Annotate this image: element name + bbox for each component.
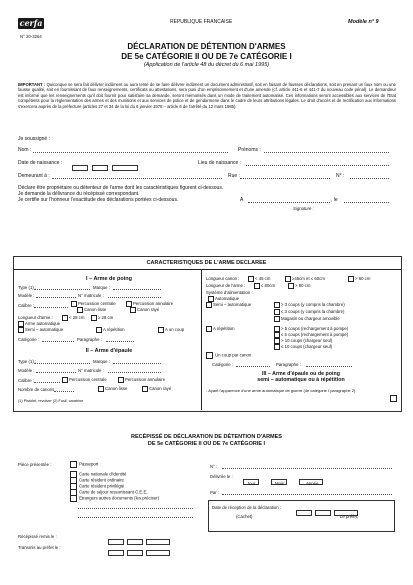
residence-field[interactable] <box>52 172 222 179</box>
cerfa-logo: cerfa <box>19 18 43 28</box>
longueur-arme-label: Longueur d'arme : <box>18 315 53 320</box>
resident-ord-option[interactable]: Carte résident ordinaire <box>70 477 124 484</box>
form-subtitle: (Application de l'article 48 du décret du 6 mai 1995) <box>143 62 270 68</box>
par-field[interactable] <box>222 489 392 495</box>
important-label: IMPORTANT : <box>18 82 46 87</box>
passeport-option[interactable]: Passeport <box>70 461 98 468</box>
un-coup-option[interactable]: A un coup <box>158 327 184 333</box>
perc-annulaire2-option[interactable]: Percussion annulaire <box>118 377 165 383</box>
republic-label: REPUBLIQUE FRANCAISE <box>170 19 233 25</box>
footnote: (1) Pistolet, revolver (2) Fusil, carabine <box>18 399 84 403</box>
mag-amov-option[interactable]: Magasin ou chargeur amovible <box>274 316 340 322</box>
semi2-option[interactable]: Semi – automatique <box>206 302 251 308</box>
perc-centrale2-option[interactable]: Percussion centrale <box>62 377 107 383</box>
section3-checkbox[interactable] <box>390 395 397 402</box>
transmis-label: Transmis au préfet le : <box>18 545 61 550</box>
le3-option[interactable]: ≤ 3 coups (y compris la chambre) <box>274 309 345 315</box>
repetition-option[interactable]: A répétition <box>96 327 125 333</box>
num-canons-label: Nombre de canons : <box>18 387 57 392</box>
model-number: Modèle n° 9 <box>348 19 379 25</box>
modele-field[interactable] <box>36 292 76 298</box>
modele2-field[interactable] <box>36 367 76 373</box>
lcanon-gt60-option[interactable]: > 60 cm <box>348 276 370 282</box>
rue-label: Rue : <box>228 173 240 179</box>
type2-field[interactable] <box>34 358 90 364</box>
receipt-num-field[interactable] <box>222 463 392 469</box>
section3-title-line1: III – Arme d'épaule ou de poing <box>262 371 340 377</box>
annee-label: Année <box>306 481 319 486</box>
automatique-option[interactable]: Automatique <box>208 296 239 302</box>
para2-label: Paragraphe : <box>276 362 301 367</box>
recepisse-label: Récépissé remis le : <box>18 534 57 539</box>
birth-place-field[interactable] <box>246 159 389 166</box>
important-text: Quiconque se sera fait délivrer indûment ou aura tenté de se faire délivrer indûment un document administratif, soit en faisant de fausses déclarations, soit en prenant un faux nom ou une fausse qualité, soit en fournissant de faux renseignements, certificats ou attestations, sera puni d'un emprisonnement et d'une amende (cf. article 441-6 et 441-7 du nouveau code pénal). Le demandeur est informé que les renseignements qu'il doit fournir pour satisfaire sa demande, seront mémorisés dans un mode de traitement automatisé. Ces informations seront accessibles aux services de l'Etat compétents pour la réglementation des armes et des munitions et aux services de police et de gendarmerie dans le cadre de leurs attributions légales. Le droit d'accès et de rectification aux informations s'exercera auprès de la préfecture (articles 27 et 34 de la loi du 6 janvier 1978 – article 6 de l'arrêté du 12 mars 1985). <box>18 82 396 109</box>
cni-option[interactable]: Carte nationale d'identité <box>70 471 126 478</box>
modele2-label: Modèle : <box>18 368 35 373</box>
par-label: Par : <box>210 490 220 495</box>
type-label: Type (1) : <box>18 285 37 290</box>
syst-alim-label: Système d'alimentation : <box>206 290 253 295</box>
rue-field[interactable] <box>240 172 330 179</box>
paragraphe-label: Paragraphe : <box>77 337 102 342</box>
important-notice <box>18 82 396 109</box>
date-reception-label: Date de réception de la déclaration : <box>212 505 282 510</box>
birth-date-label: Date de naissance : <box>18 160 63 166</box>
larme-gt80-option[interactable]: > 80 cm <box>288 283 310 289</box>
lt28-option[interactable]: < 28 cm <box>62 315 84 321</box>
signature-label: Signature : <box>293 206 314 211</box>
ge28-option[interactable]: ≥ 28 cm <box>91 315 113 321</box>
form-title-line2: DE 5e CATÉGORIE II OU DE 7e CATÉGORIE I <box>121 52 292 61</box>
paragraphe-field[interactable] <box>106 336 134 342</box>
gt5-option[interactable]: > 5 coups (rechargement à pompe) <box>274 326 348 332</box>
num-canons-field[interactable] <box>54 386 74 392</box>
calibre2-label: Calibre : <box>18 378 35 383</box>
declaration-line1: Déclare être propriétaire ou détenteur de l'arme dont les caractéristiques figurent ci-dessous. <box>18 185 224 191</box>
sejour-cee-option[interactable]: Carte de séjour ressortissant C.E.E. <box>70 489 148 496</box>
un-coup-canon-option[interactable]: Un coup par canon <box>206 352 251 359</box>
form-title-line1: DÉCLARATION DE DÉTENTION D'ARMES <box>127 42 286 51</box>
le5-option[interactable]: ≤ 5 coups (rechargement à pompe) <box>274 332 348 338</box>
lcanon-label: Longueur canon : <box>206 276 240 281</box>
place-field[interactable] <box>248 196 330 203</box>
matricule-label: N° matricule : <box>78 293 104 298</box>
resident-priv-option[interactable]: Carte résident privilégié <box>70 483 124 490</box>
calibre2-field[interactable] <box>34 377 60 383</box>
mois-label: Mois <box>275 481 285 486</box>
residence-label: Demeurant à : <box>18 173 50 179</box>
marque-field[interactable] <box>113 284 161 290</box>
prenoms-field[interactable] <box>264 146 389 153</box>
gt10-option[interactable]: > 10 coups (chargeur seul) <box>274 338 332 344</box>
modele-label: Modèle : <box>18 293 35 298</box>
pieces-label: Pièce présentée : <box>18 462 52 467</box>
receipt-num-label: N° : <box>210 464 218 469</box>
canon-raye-option[interactable]: Canon rayé <box>130 307 159 313</box>
lcanon-45-60-option[interactable]: ≥45cm et ≤ 60cm <box>285 276 325 282</box>
section-longarm-title: II – Arme d'épaule <box>85 348 133 354</box>
type-field[interactable] <box>34 284 90 290</box>
place-label: A <box>240 197 244 203</box>
receipt-title-line2: DE 5e CATÉGORIE II OU DE 7e CATÉGORIE I <box>147 441 266 447</box>
section3-title-line2: semi – automatique ou à répétition <box>257 377 345 383</box>
characteristics-divider <box>201 270 202 410</box>
perc-annulaire-option[interactable]: Percussion annulaire <box>126 301 173 307</box>
lcanon-lt45-option[interactable]: < 45 cm <box>248 276 270 282</box>
marque2-label: Marque : <box>93 359 110 364</box>
jour-label: Jour <box>247 481 256 486</box>
para2-field[interactable] <box>306 361 352 367</box>
matricule-field[interactable] <box>108 292 161 298</box>
canon-raye2-option[interactable]: Canon rayé <box>142 386 171 392</box>
marque-label: Marque : <box>93 285 110 290</box>
larme-le80-option[interactable]: ≤ 80cm <box>254 283 275 289</box>
declaration-line3: Je certifie sur l'honneur l'exactitude des déclarations portées ci-dessous. <box>18 197 179 203</box>
categorie-label: Catégorie : <box>18 337 40 342</box>
prefet-label: Le préfet, <box>340 514 359 519</box>
birth-place-label: Lieu de naissance : <box>198 160 242 166</box>
num-label: N° : <box>336 173 345 179</box>
characteristics-title-rule <box>13 269 401 270</box>
num-field[interactable] <box>350 172 389 179</box>
matricule2-field[interactable] <box>108 367 161 373</box>
date-reception-field[interactable] <box>296 504 358 522</box>
receipt-title-line1: RECÉPISSÉ DE DÉCLARATION DE DÉTENTION D'ARMES <box>131 434 282 440</box>
calibre-field[interactable] <box>34 302 68 308</box>
declaration-line2: Je demande la délivrance du récépissé correspondant. <box>18 191 140 197</box>
date-label: , le <box>331 197 338 203</box>
arme-auto-option[interactable]: Arme automatique <box>18 321 60 327</box>
sign-date-field[interactable] <box>344 196 389 203</box>
perc-centrale-option[interactable]: Percussion centrale <box>71 301 116 307</box>
canon-lisse-option[interactable]: Canon lisse <box>77 307 106 313</box>
le10-option[interactable]: ≤ 10 coups (chargeur seul) <box>274 344 332 350</box>
delivree-label: Délivrée le : <box>210 474 233 479</box>
larme-label: Longueur de l'arme : <box>206 283 246 288</box>
etrangers-field1[interactable] <box>78 503 193 509</box>
nom-label: Nom : <box>18 147 32 153</box>
nom-field[interactable] <box>33 146 228 153</box>
characteristics-title: CARACTERISTIQUES DE L'ARME DECLAREE <box>146 260 267 266</box>
etrangers-option[interactable]: Etrangers autres documents (les préciser) <box>70 495 159 502</box>
matricule2-label: N° matricule : <box>78 368 104 373</box>
marque2-field[interactable] <box>113 358 161 364</box>
canon-lisse2-option[interactable]: Canon lisse <box>98 386 127 392</box>
section-handgun-title: I – Arme de poing <box>86 276 132 282</box>
transmis-date-field[interactable] <box>108 544 170 562</box>
calibre-label: Calibre : <box>18 303 35 308</box>
cat2-label: Catégorie : <box>212 362 234 367</box>
repet2-option[interactable]: A répétition <box>206 326 235 332</box>
type2-label: Type (1) : <box>18 359 37 364</box>
prenoms-label: Prénoms : <box>238 147 261 153</box>
cat2-field[interactable] <box>236 361 270 367</box>
semi-auto-option[interactable]: Semi – automatique <box>18 327 63 333</box>
section3-note: - Ayant l'apparence d'une arme automatique de guerre (4e catégorie I paragraphe 2) <box>206 388 356 393</box>
cachet-label: (Cachet) <box>236 514 253 519</box>
form-number: N° 20-3264 <box>20 34 42 39</box>
undersigned-label: Je soussigné : <box>18 136 50 142</box>
categorie-field[interactable] <box>42 336 74 342</box>
etrangers-field2[interactable] <box>78 512 193 518</box>
gt3-option[interactable]: > 3 coups (y compris la chambre) <box>274 302 345 308</box>
